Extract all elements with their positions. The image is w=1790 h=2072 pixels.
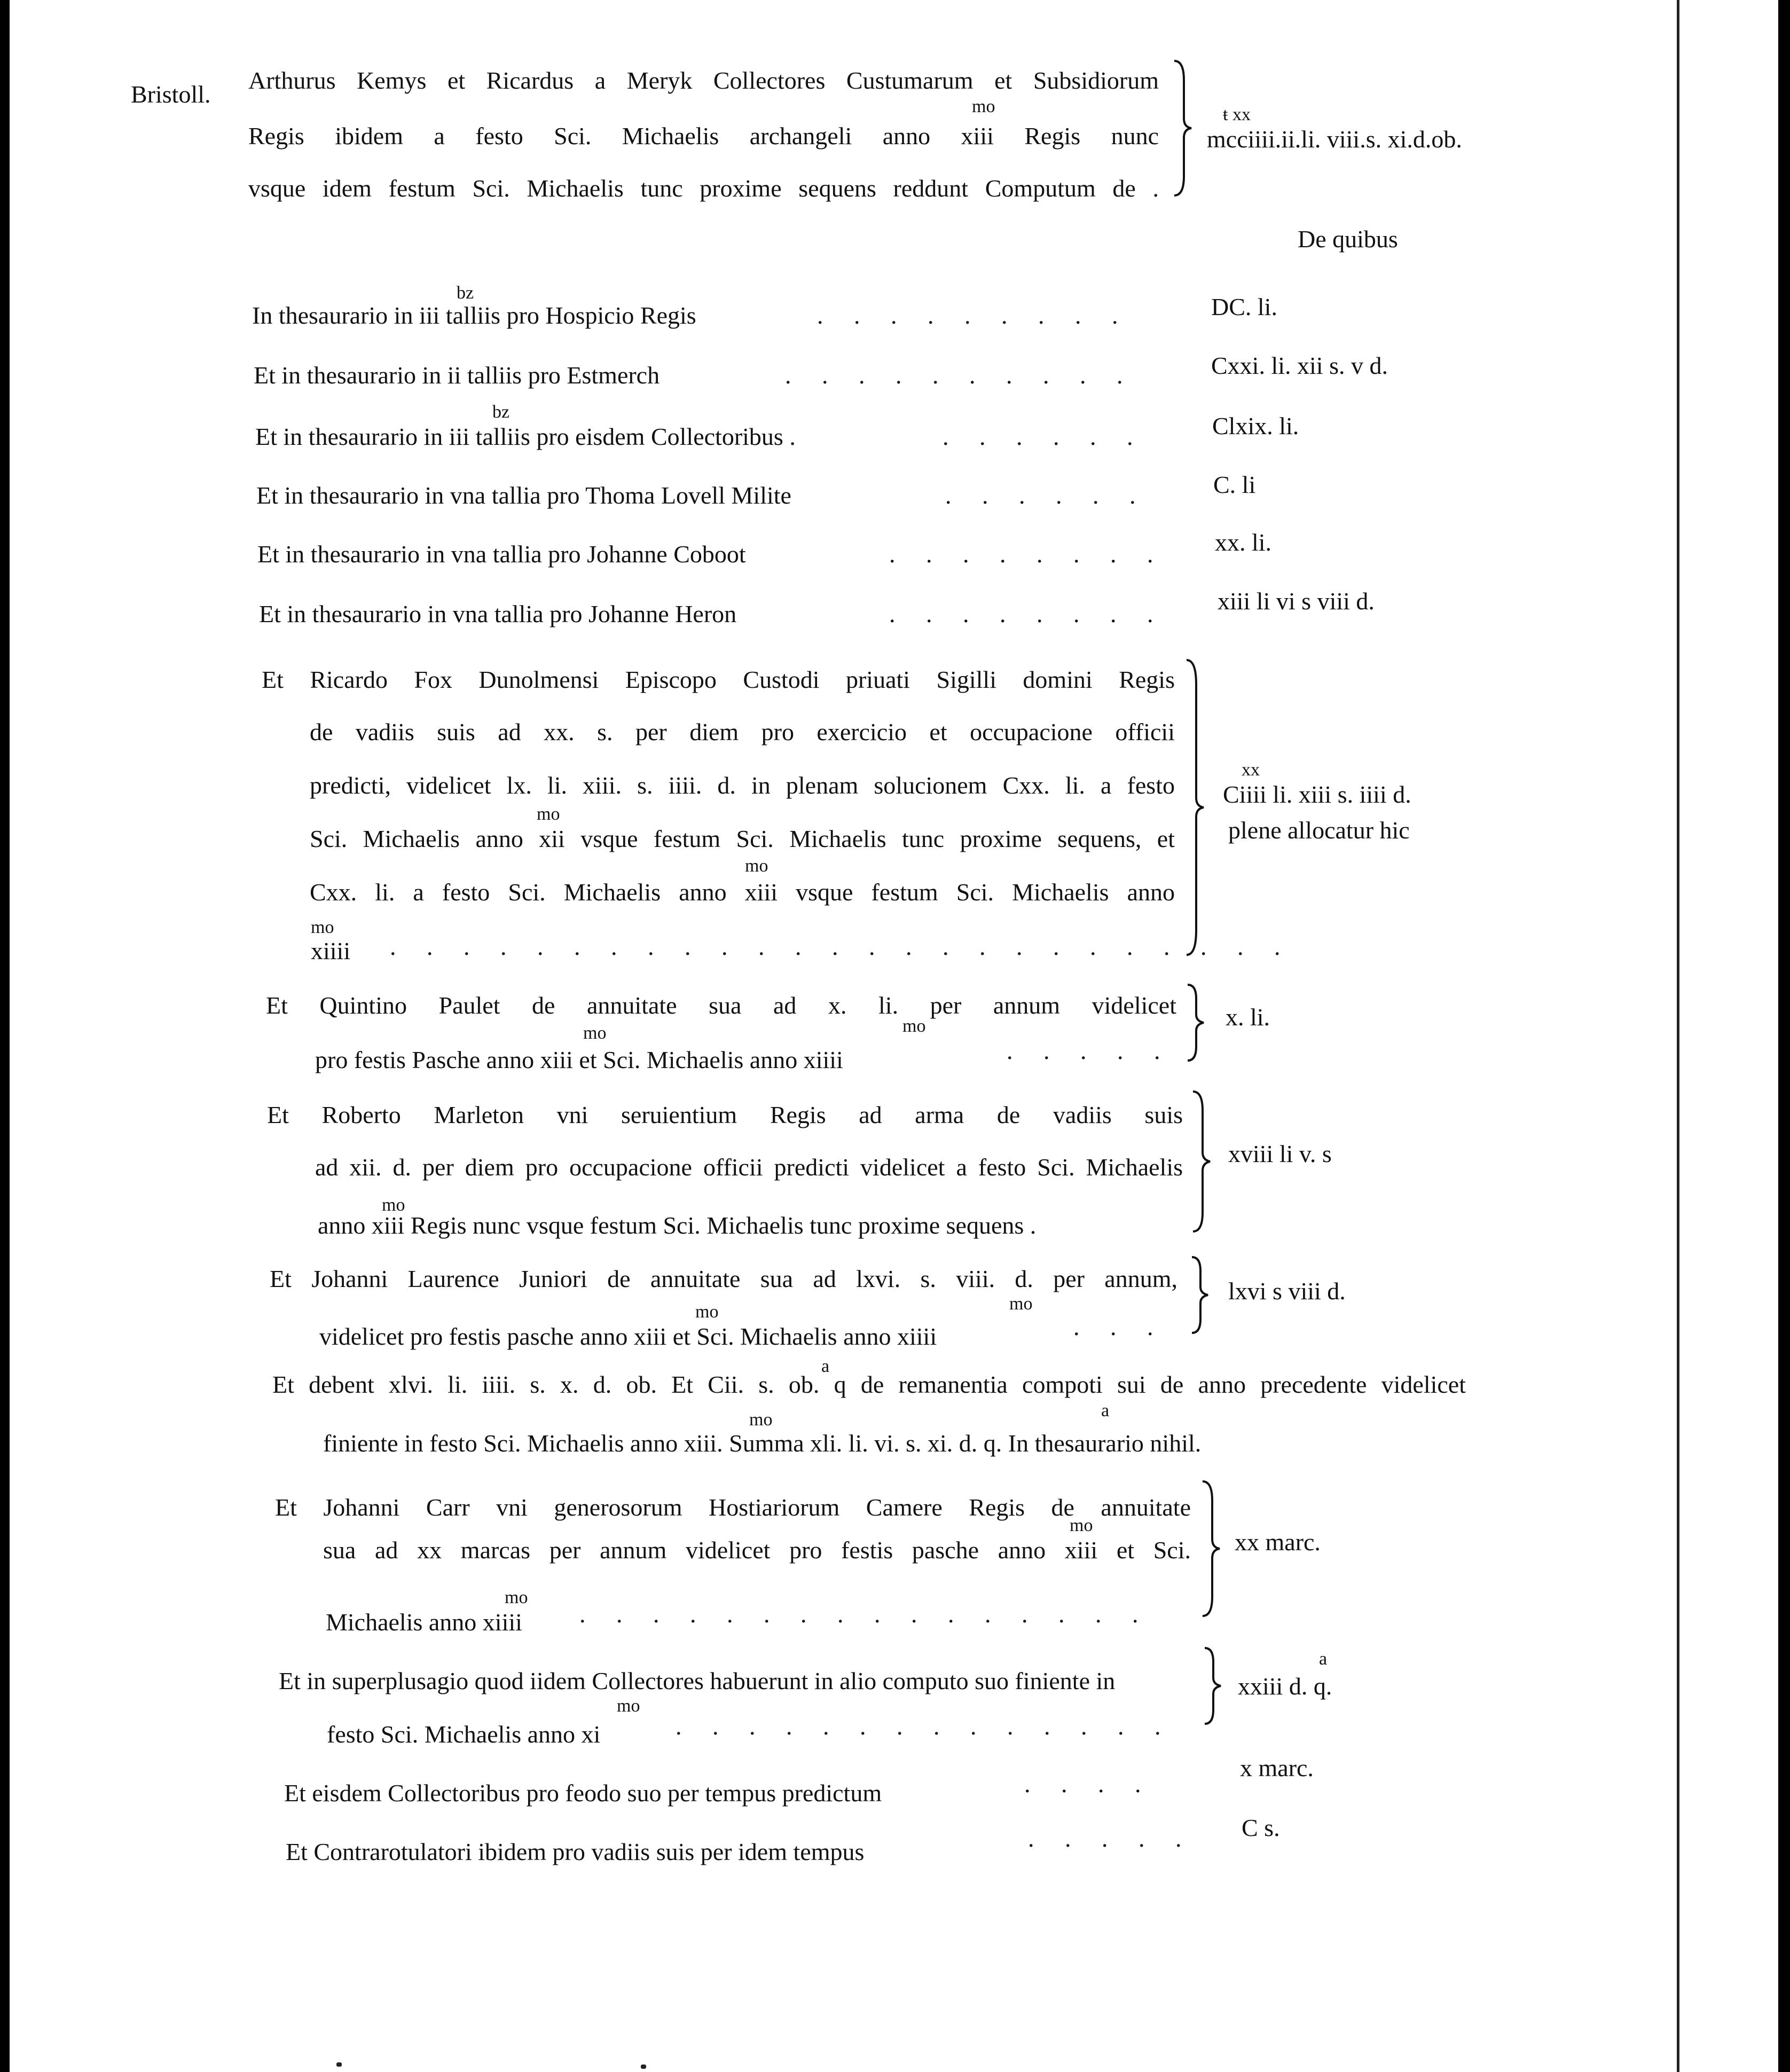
paulet-line-1: Et Quintino Paulet de annuitate sua ad x. li. per annum videlicet [266, 992, 1176, 1019]
brace [1172, 59, 1194, 198]
superplus-line-1: Et in superplusagio quod iidem Collectores habuerunt in alio computo suo finiente in [279, 1667, 1116, 1694]
superplus-line-2: festo Sci. Michaelis anno xi [327, 1721, 601, 1748]
fox-note: plene allocatur hic [1228, 817, 1410, 844]
leader-dots: . . . . . . . . [889, 540, 1153, 568]
leader-dots: . . . . . . . . . . . . . . . . . . . . . . . . . [390, 933, 1281, 960]
marleton-amount: xviii li v. s [1228, 1140, 1332, 1167]
entry-line: In thesaurario in iii talliis pro Hospicio Regis [252, 302, 696, 329]
superscript: mo [583, 1023, 607, 1043]
laurence-amount: lxvi s viii d. [1228, 1277, 1346, 1305]
entry-line: Et in thesaurario in ii talliis pro Estmerch [254, 362, 660, 389]
leader-dots: . . . . . . . . . . [785, 362, 1123, 389]
marleton-line-3: anno xiii Regis nunc vsque festum Sci. Michaelis tunc proxime sequens . [318, 1212, 1037, 1239]
amount-superscript: a [1319, 1649, 1328, 1669]
brace [1191, 1089, 1212, 1234]
marleton-line-1: Et Roberto Marleton vni seruientium Regis ad arma de vadiis suis [267, 1101, 1183, 1128]
brace [1184, 658, 1206, 957]
entry-line: Et in thesaurario in vna tallia pro Thoma Lovell Milite [256, 482, 791, 509]
feodo-line: Et eisdem Collectoribus pro feodo suo per tempus predictum [284, 1779, 882, 1807]
entry-amount: C. li [1213, 471, 1256, 498]
superscript: mo [537, 804, 560, 824]
entry-amount: DC. li. [1211, 293, 1277, 320]
entry-line: Et in thesaurario in vna tallia pro Johanne Coboot [257, 540, 746, 568]
contrarotulator-line: Et Contrarotulatori ibidem pro vadiis suis per idem tempus [286, 1838, 865, 1865]
laurence-line-2: videlicet pro festis pasche anno xiii et Sci. Michaelis anno xiiii [319, 1323, 937, 1350]
scan-speck [641, 2065, 646, 2069]
brace [1203, 1646, 1224, 1726]
superscript: bz [492, 402, 510, 422]
brace [1190, 1255, 1211, 1335]
header-line-2: Regis ibidem a festo Sci. Michaelis archangeli anno xiii Regis nunc [248, 122, 1159, 150]
leader-dots: . . . . . [1028, 1825, 1182, 1852]
superscript: mo [311, 917, 334, 937]
superscript: mo [382, 1195, 405, 1215]
fox-line-4: Sci. Michaelis anno xii vsque festum Sci. Michaelis tunc proxime sequens, et [310, 825, 1175, 852]
superscript: mo [617, 1696, 640, 1716]
entry-line: Et in thesaurario in vna tallia pro Johanne Heron [259, 600, 737, 627]
superplus-amount: xxiii d. q. [1238, 1673, 1332, 1700]
superscript: mo [1009, 1294, 1033, 1314]
superscript: mo [745, 856, 768, 876]
leader-dots: . . . . . . . . [889, 600, 1153, 627]
amount-superscript: xx [1242, 760, 1260, 780]
superscript: bz [457, 283, 474, 303]
feodo-amount: x marc. [1240, 1754, 1314, 1781]
carr-amount: xx marc. [1235, 1528, 1321, 1556]
superscript: mo [902, 1016, 926, 1036]
scan-speck [336, 2062, 342, 2067]
superscript: mo [749, 1410, 773, 1430]
leader-dots: . . . . . [1007, 1037, 1160, 1064]
fox-line-3: predicti, videlicet lx. li. xiii. s. iiii. d. in plenam solucionem Cxx. li. a festo [310, 772, 1175, 799]
superscript: a [1101, 1401, 1110, 1420]
leader-dots: . . . [1073, 1313, 1153, 1340]
entry-line: Et in thesaurario in iii talliis pro eisdem Collectoribus . [255, 423, 796, 450]
debent-line-1: Et debent xlvi. li. iiii. s. x. d. ob. Et Cii. s. ob. q de remanentia compoti sui de anno precedente videlicet [272, 1371, 1466, 1398]
leader-dots: . . . . . . . . . . . . . . [676, 1713, 1161, 1740]
leader-dots: . . . . [1024, 1770, 1141, 1798]
paulet-amount: x. li. [1226, 1003, 1270, 1031]
fox-line-5: Cxx. li. a festo Sci. Michaelis anno xiii vsque festum Sci. Michaelis anno [310, 878, 1175, 906]
leader-dots: . . . . . . [943, 423, 1133, 450]
superscript: a [821, 1356, 830, 1376]
superscript: mo [505, 1588, 528, 1607]
scan-edge-right [1778, 0, 1790, 2072]
contrarotulator-amount: C s. [1242, 1814, 1280, 1841]
superscript: mo [695, 1302, 719, 1322]
superscript: mo [972, 97, 995, 116]
carr-line-1: Et Johanni Carr vni generosorum Hostiariorum Camere Regis de annuitate [275, 1494, 1191, 1521]
superscript: mo [1070, 1516, 1093, 1535]
entry-amount: Clxix. li. [1212, 412, 1299, 439]
paulet-line-2: pro festis Pasche anno xiii et Sci. Michaelis anno xiiii [315, 1046, 843, 1073]
header-amount: mcciiii.ii.li. viii.s. xi.d.ob. [1207, 125, 1462, 153]
fox-line-2: de vadiis suis ad xx. s. per diem pro exercicio et occupacione officii [310, 718, 1175, 745]
entry-amount: Cxxi. li. xii s. v d. [1211, 352, 1388, 379]
scan-edge-left [0, 0, 10, 2072]
fox-line-6: xiiii [311, 937, 351, 964]
carr-line-2: sua ad xx marcas per annum videlicet pro festis pasche anno xiii et Sci. [323, 1536, 1191, 1564]
brace [1200, 1479, 1222, 1618]
laurence-line-1: Et Johanni Laurence Juniori de annuitate sua ad lxvi. s. viii. d. per annum, [270, 1265, 1177, 1292]
scan-edge-line [1677, 0, 1679, 2072]
de-quibus: De quibus [1298, 225, 1398, 253]
entry-amount: xx. li. [1215, 529, 1272, 556]
entry-amount: xiii li vi s viii d. [1218, 587, 1375, 615]
leader-dots: . . . . . . . . . . . . . . . . [579, 1600, 1139, 1628]
leader-dots: . . . . . . . . . [817, 302, 1118, 329]
fox-amount: Ciiii li. xiii s. iiii d. [1223, 781, 1411, 808]
debent-line-2: finiente in festo Sci. Michaelis anno xiii. Summa xli. li. vi. s. xi. d. q. In thesaurario nihil. [323, 1430, 1202, 1457]
leader-dots: . . . . . . [945, 482, 1136, 509]
header-line-1: Arthurus Kemys et Ricardus a Meryk Collectores Custumarum et Subsidiorum [248, 67, 1159, 94]
fox-line-1: Et Ricardo Fox Dunolmensi Episcopo Custodi priuati Sigilli domini Regis [262, 666, 1175, 693]
brace [1186, 983, 1207, 1063]
carr-line-3: Michaelis anno xiiii [326, 1608, 522, 1636]
marleton-line-2: ad xii. d. per diem pro occupacione officii predicti videlicet a festo Sci. Michaelis [315, 1153, 1183, 1181]
place-name: Bristoll. [131, 81, 211, 108]
header-line-3: vsque idem festum Sci. Michaelis tunc proxime sequens reddunt Computum de . [248, 175, 1159, 202]
amount-superscript: ŧ xx [1223, 105, 1251, 124]
